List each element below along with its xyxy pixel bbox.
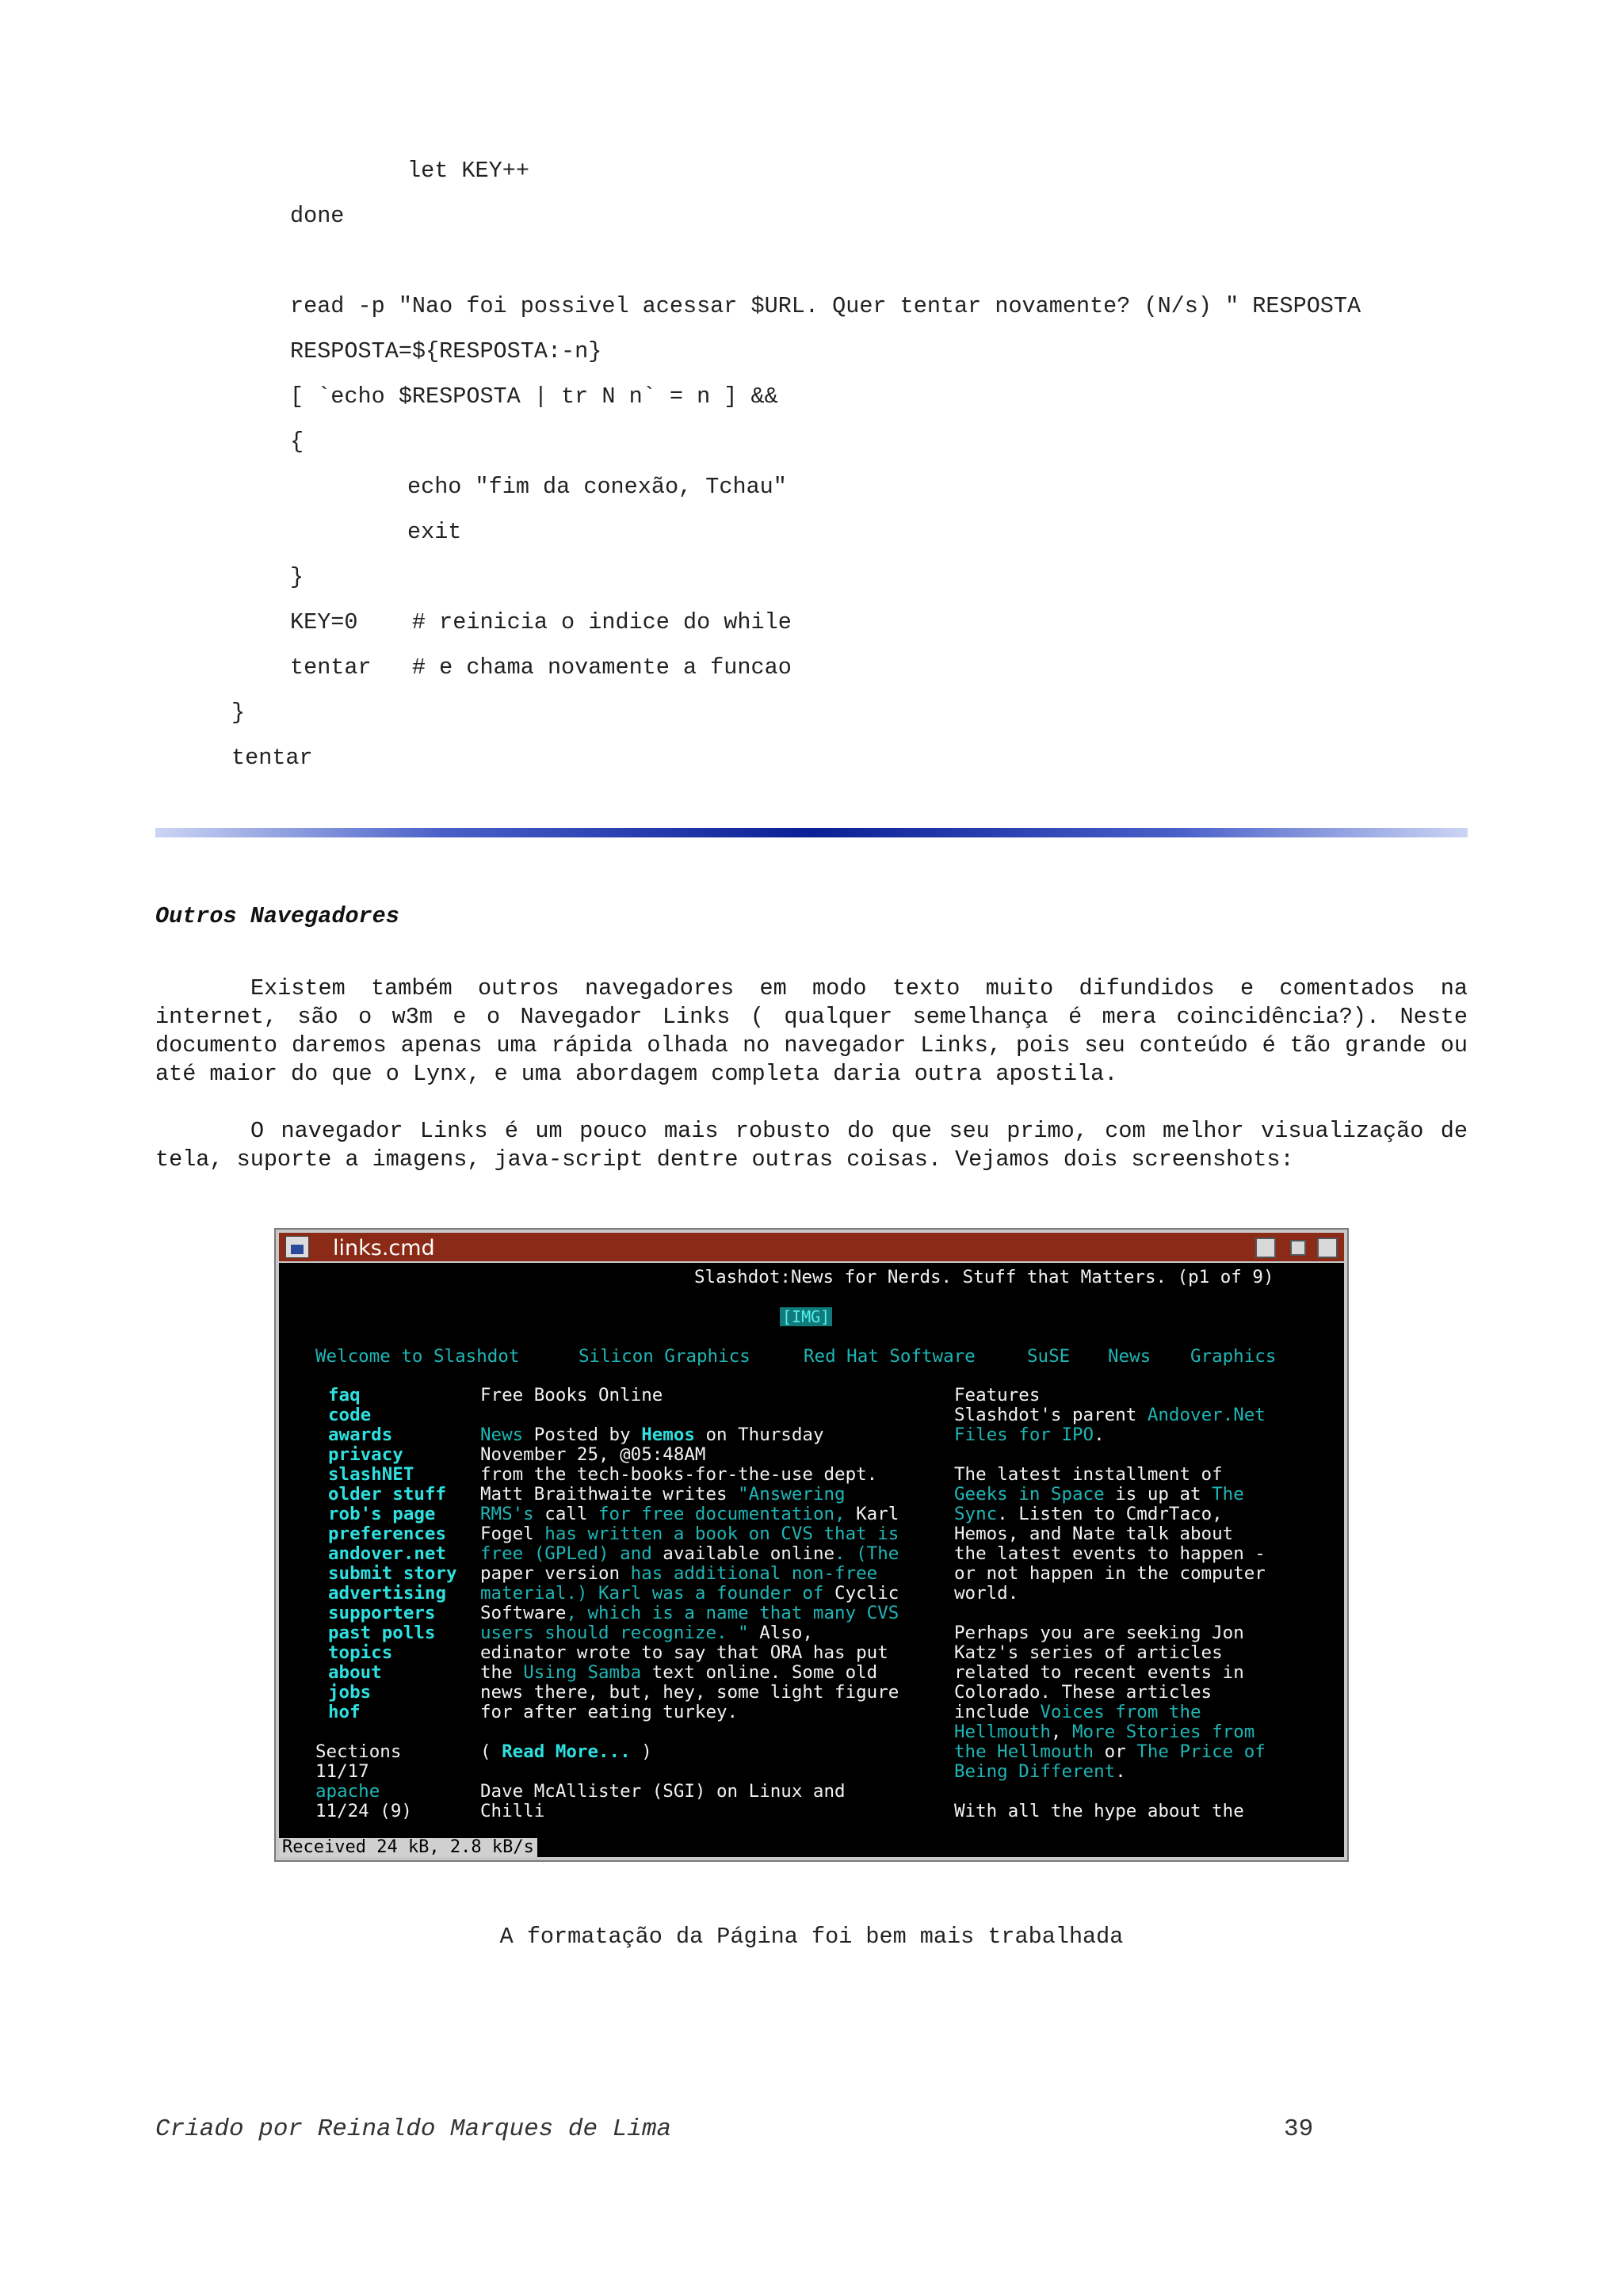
code-line: exit (407, 519, 462, 545)
feature-line (954, 1723, 1254, 1741)
story-text: on Thursday (694, 1425, 824, 1445)
story-line (480, 1545, 899, 1563)
story-link: has additional non-free (630, 1563, 878, 1584)
status-bar: Received 24 kB, 2.8 kB/s (279, 1838, 537, 1857)
feature-link: Sync (954, 1504, 998, 1524)
feature-link: Files for IPO (954, 1425, 1094, 1445)
story-text: available online (651, 1543, 835, 1564)
code-line: KEY=0 # reinicia o indice do while (290, 609, 792, 635)
feature-text: . (1094, 1425, 1105, 1445)
feature-line: Katz's series of articles (954, 1642, 1223, 1663)
figure-caption: A formatação da Página foi bem mais trabalhada (499, 1924, 1124, 1950)
feature-text: , (1050, 1722, 1073, 1742)
feature-text: Slashdot's parent (954, 1405, 1148, 1425)
story-date: November 25, @05:48AM (480, 1444, 706, 1465)
feature-line: or not happen in the computer (954, 1563, 1266, 1584)
code-line: read -p "Nao foi possivel acessar $URL. Quer tentar novamente? (N/s) " RESPOSTA (290, 293, 1361, 319)
feature-link: Being Different (954, 1761, 1116, 1782)
feature-line: Perhaps you are seeking Jon (954, 1623, 1244, 1643)
story-line: for after eating turkey. (480, 1702, 739, 1722)
feature-link: the Hellmouth (954, 1741, 1094, 1762)
sections-link: apache (315, 1781, 380, 1802)
code-line: [ `echo $RESPOSTA | tr N n` = n ] && (290, 383, 778, 410)
story-line: edinator wrote to say that ORA has put (480, 1642, 888, 1663)
story-line (480, 1565, 877, 1583)
news-link: News (480, 1425, 524, 1445)
code-line: } (290, 564, 304, 590)
story-line: from the tech-books-for-the-use dept. (480, 1464, 878, 1485)
sidebar-link: advertising (328, 1583, 447, 1604)
nav-link: SuSE (1027, 1346, 1071, 1367)
read-more (480, 1743, 652, 1761)
author-link: Hemos (641, 1425, 695, 1445)
story-link: for free documentation, (598, 1504, 846, 1524)
sidebar-link: submit story (328, 1563, 457, 1584)
story-headline: Free Books Online (480, 1385, 663, 1405)
app-icon (285, 1236, 309, 1258)
story-text: Also, (748, 1623, 813, 1643)
sidebar-link: preferences (328, 1524, 447, 1544)
feature-line: related to recent events in (954, 1662, 1244, 1683)
feature-link: Voices from the (1040, 1702, 1201, 1722)
feature-text: include (954, 1702, 1041, 1722)
sidebar-link: awards (328, 1425, 393, 1445)
story-text: Karl (845, 1504, 899, 1524)
feature-link: The Price of (1136, 1741, 1266, 1762)
nav-link: Graphics (1190, 1346, 1277, 1367)
story-text: Software (480, 1603, 567, 1623)
story-text: ( (480, 1741, 502, 1762)
sections-label: Sections (315, 1741, 402, 1762)
story-text: paper version (480, 1563, 631, 1584)
story-text: the (480, 1662, 524, 1683)
page-number: 39 (1284, 2115, 1314, 2143)
code-line: echo "fim da conexão, Tchau" (407, 474, 787, 500)
feature-text: . (1115, 1761, 1126, 1782)
story-line (480, 1486, 846, 1504)
code-line: tentar # e chama novamente a funcao (290, 654, 792, 681)
story-text: Posted by (523, 1425, 642, 1445)
feature-line: world. (954, 1583, 1019, 1604)
story-link: Using Samba (523, 1662, 642, 1683)
section-heading: Outros Navegadores (155, 903, 399, 929)
code-line: RESPOSTA=${RESPOSTA:-n} (290, 338, 602, 364)
features-heading: Features (954, 1385, 1041, 1405)
nav-link: News (1108, 1346, 1151, 1367)
feature-line (954, 1486, 1244, 1504)
sections-date: 11/24 (9) (315, 1801, 412, 1821)
sidebar-link: older stuff (328, 1484, 447, 1505)
paragraph: O navegador Links é um pouco mais robusto do que seu primo, com melhor visualização de tela, suporte a imagens, java-script dentre outras coisas. Vejamos dois screenshots: (155, 1118, 1468, 1173)
window-title: links.cmd (333, 1236, 435, 1261)
paragraph: Existem também outros navegadores em modo texto muito difundidos e comentados na internet, são o w3m e o Navegador Links ( qualquer semelhança é mera coincidência?). Neste documento daremos apenas uma rápida olhada no navegador Links, pois seu conteúdo é tão grande ou até maior do que o Lynx, e uma abordagem completa daria outra apostila. (155, 975, 1468, 1087)
story-line (480, 1525, 899, 1543)
story-line (480, 1426, 824, 1444)
feature-line: With all the hype about the (954, 1801, 1244, 1821)
story-link: has written a book on CVS that is (544, 1524, 899, 1544)
story-text: text online. Some old (641, 1662, 878, 1683)
story-text: Fogel (480, 1524, 545, 1544)
sidebar-link: faq (328, 1385, 361, 1405)
feature-link: The (1212, 1484, 1244, 1505)
links-screenshot-window (274, 1228, 1349, 1862)
feature-link: Andover.Net (1147, 1405, 1266, 1425)
sidebar-link: andover.net (328, 1543, 447, 1564)
feature-line: The latest installment of (954, 1464, 1223, 1485)
footer-author: Criado por Reinaldo Marques de Lima (155, 2115, 672, 2143)
feature-link: Geeks in Space (954, 1484, 1105, 1505)
story-text: call (533, 1504, 599, 1524)
window-titlebar (279, 1233, 1344, 1261)
sidebar-link: privacy (328, 1444, 403, 1465)
story-line (480, 1505, 899, 1524)
gradient-divider (155, 828, 1468, 837)
story-link: "Answering (738, 1484, 846, 1505)
feature-line (954, 1505, 1223, 1524)
feature-text: or (1094, 1741, 1137, 1762)
sidebar-link: past polls (328, 1623, 436, 1643)
maximize-icon (1317, 1238, 1338, 1258)
story-text: Matt Braithwaite writes (480, 1484, 739, 1505)
sidebar-link: jobs (328, 1682, 372, 1703)
nav-link: Welcome to Slashdot (315, 1346, 520, 1367)
nav-link: Silicon Graphics (579, 1346, 750, 1367)
code-line: done (290, 203, 345, 229)
story-link: users should recognize. " (480, 1623, 749, 1643)
story-text: Cyclic (823, 1583, 899, 1604)
story-link: material.) Karl was a founder of (480, 1583, 824, 1604)
story-link: RMS's (480, 1504, 534, 1524)
story-line (480, 1585, 899, 1603)
feature-line: the latest events to happen - (954, 1543, 1266, 1564)
sidebar-link: topics (328, 1642, 393, 1663)
feature-line: Hemos, and Nate talk about (954, 1524, 1234, 1544)
feature-text: is up at (1104, 1484, 1212, 1505)
image-placeholder: [IMG] (780, 1307, 832, 1326)
terminal-screen (279, 1263, 1344, 1857)
sidebar-link: slashNET (328, 1464, 414, 1485)
story-text: ) (630, 1741, 652, 1762)
story-line: news there, but, hey, some light figure (480, 1682, 899, 1703)
feature-line: Colorado. These articles (954, 1682, 1212, 1703)
feature-line (954, 1426, 1105, 1444)
sidebar-link: supporters (328, 1603, 436, 1623)
minimize-icon (1290, 1240, 1306, 1256)
feature-line (954, 1763, 1126, 1781)
feature-line (954, 1743, 1266, 1761)
story-line (480, 1624, 813, 1642)
story-line: Dave McAllister (SGI) on Linux and (480, 1781, 846, 1802)
read-more-link: Read More... (502, 1741, 631, 1762)
feature-link: Hellmouth (954, 1722, 1051, 1742)
story-link: . (The (834, 1543, 899, 1564)
feature-line (954, 1406, 1266, 1425)
feature-link: More Stories from (1072, 1722, 1255, 1742)
code-line: } (231, 700, 246, 726)
feature-line (954, 1703, 1201, 1722)
story-link: free (GPLed) and (480, 1543, 652, 1564)
sidebar-link: code (328, 1405, 372, 1425)
code-line: { (290, 429, 304, 455)
page-title: Slashdot:News for Nerds. Stuff that Matters. (p1 of 9) (694, 1267, 1274, 1287)
sidebar-link: hof (328, 1702, 361, 1722)
story-line (480, 1664, 877, 1682)
sidebar-link: about (328, 1662, 382, 1683)
story-line (480, 1604, 899, 1623)
sections-date: 11/17 (315, 1761, 369, 1782)
feature-text: . Listen to CmdrTaco, (997, 1504, 1223, 1524)
nav-link: Red Hat Software (804, 1346, 976, 1367)
story-link: , which is a name that many CVS (566, 1603, 899, 1623)
resize-icon (1255, 1238, 1276, 1258)
sidebar-link: rob's page (328, 1504, 436, 1524)
code-line: let KEY++ (407, 158, 529, 184)
code-line: tentar (231, 745, 313, 771)
story-line: Chilli (480, 1801, 545, 1821)
